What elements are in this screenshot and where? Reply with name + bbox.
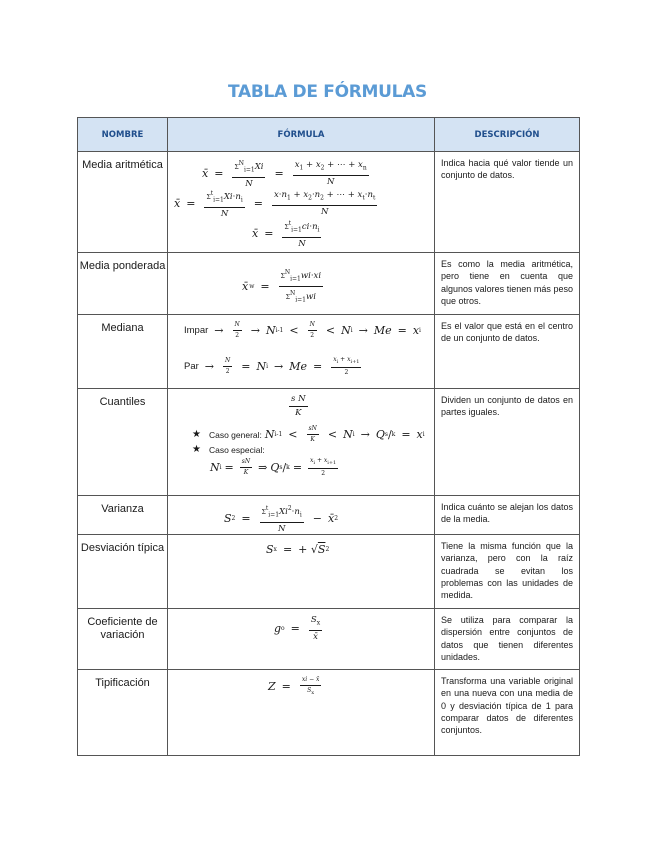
- formula-varianza: S 2 = $\frac{\Sigma^t_{i=1}Xi^2\cdot n_i}{N}$ − x̄ 2: [168, 496, 435, 535]
- row-name: Mediana: [78, 315, 168, 389]
- row-name: Desviación típica: [78, 535, 168, 609]
- formula-tipificacion: Z = $\frac{xi - x̄}{S_x}$: [168, 670, 435, 756]
- table-row: [78, 496, 580, 535]
- row-description: Es el valor que está en el centro de un conjunto de datos.: [435, 315, 580, 389]
- header-descripcion: DESCRIPCIÓN: [435, 118, 580, 152]
- table-row: [78, 152, 580, 253]
- row-description: Se utiliza para comparar la dispersión entre conjuntos de datos que tienen diferentes unidades.: [435, 609, 580, 670]
- formulas-table: [77, 117, 580, 756]
- caso-general-label: Caso general:: [208, 429, 262, 440]
- row-description: Tiene la misma función que la varianza, pero con la raíz cuadrada se evitan los problemas con las unidades de medida.: [435, 535, 580, 609]
- formula-media-aritmetica: x̄ = $\frac{\Sigma^N_{i=1}Xi}{N}$ = $\frac{x_1 + x_2 + \cdots + x_n}{N}$ x̄ = $\frac{\Sigma^t_{i=1}Xi\cdot n_i}{N}$ = $\frac{x\cdot n_1 + x_2\cdot n_2 + \cdots + x_t\cdot n_t}{N}$ x̄ = $\frac{\Sigma^t_{i=1}ci\cdot n_i}{N}$: [168, 152, 435, 253]
- star-icon: ★: [192, 429, 201, 440]
- header-nombre: NOMBRE: [78, 118, 168, 152]
- formula-cuantiles: $\frac{\text{s N}}{K}$ ★ Caso general: N i-1 < $\frac{sN}{K}$ < N i → Q s / k = x i ★ Caso especial: N i = $\frac{sN}{K}$ ⇒ Q s / k = $\frac{x_i + x_{i+1}}{2}$: [168, 389, 435, 496]
- formula-media-ponderada: x̄ w = $\frac{\Sigma^N_{i=1}wi\cdot xi}{\Sigma^N_{i=1}wi}$: [168, 253, 435, 315]
- row-description: Indica hacia qué valor tiende un conjunto de datos.: [435, 152, 580, 253]
- header-formula: FÓRMULA: [168, 118, 435, 152]
- table-row: [78, 389, 580, 496]
- par-label: Par: [184, 361, 199, 373]
- impar-label: Impar: [184, 325, 209, 336]
- formula-desviacion-tipica: S x = + √ S 2: [168, 535, 435, 609]
- row-name: Tipificación: [78, 670, 168, 756]
- row-description: Es como la media aritmética, pero tiene en cuenta que algunos valores tienen más peso que otros.: [435, 253, 580, 315]
- table-row: [78, 670, 580, 756]
- page-title: TABLA DE FÓRMULAS: [228, 82, 427, 102]
- table-row: [78, 609, 580, 670]
- row-description: Dividen un conjunto de datos en partes iguales.: [435, 389, 580, 496]
- row-description: Indica cuánto se alejan los datos de la media.: [435, 496, 580, 535]
- table-row: [78, 315, 580, 389]
- row-name: Media ponderada: [78, 253, 168, 315]
- row-name: Cuantiles: [78, 389, 168, 496]
- star-icon: ★: [192, 444, 201, 455]
- caso-especial-label: Caso especial:: [208, 444, 265, 455]
- header-row: [78, 118, 580, 152]
- formula-mediana: Impar → $\frac{N}{2}$ → N i-1 < $\frac{N}{2}$ < N i → Me = x i Par → $\frac{N}{2}$ = N i → Me = $\frac{x_i + x_{i+1}}{2}$: [168, 315, 435, 389]
- row-description: Transforma una variable original en una nueva con una media de 0 y desviación típica de 1 para comparar datos de diferentes conjuntos.: [435, 670, 580, 756]
- table-row: [78, 535, 580, 609]
- table-row: [78, 253, 580, 315]
- row-name: Coeficiente de variación: [78, 609, 168, 670]
- row-name: Media aritmética: [78, 152, 168, 253]
- formula-coeficiente-variacion: g o = $\frac{S_x}{x̄}$: [168, 609, 435, 670]
- row-name: Varianza: [78, 496, 168, 535]
